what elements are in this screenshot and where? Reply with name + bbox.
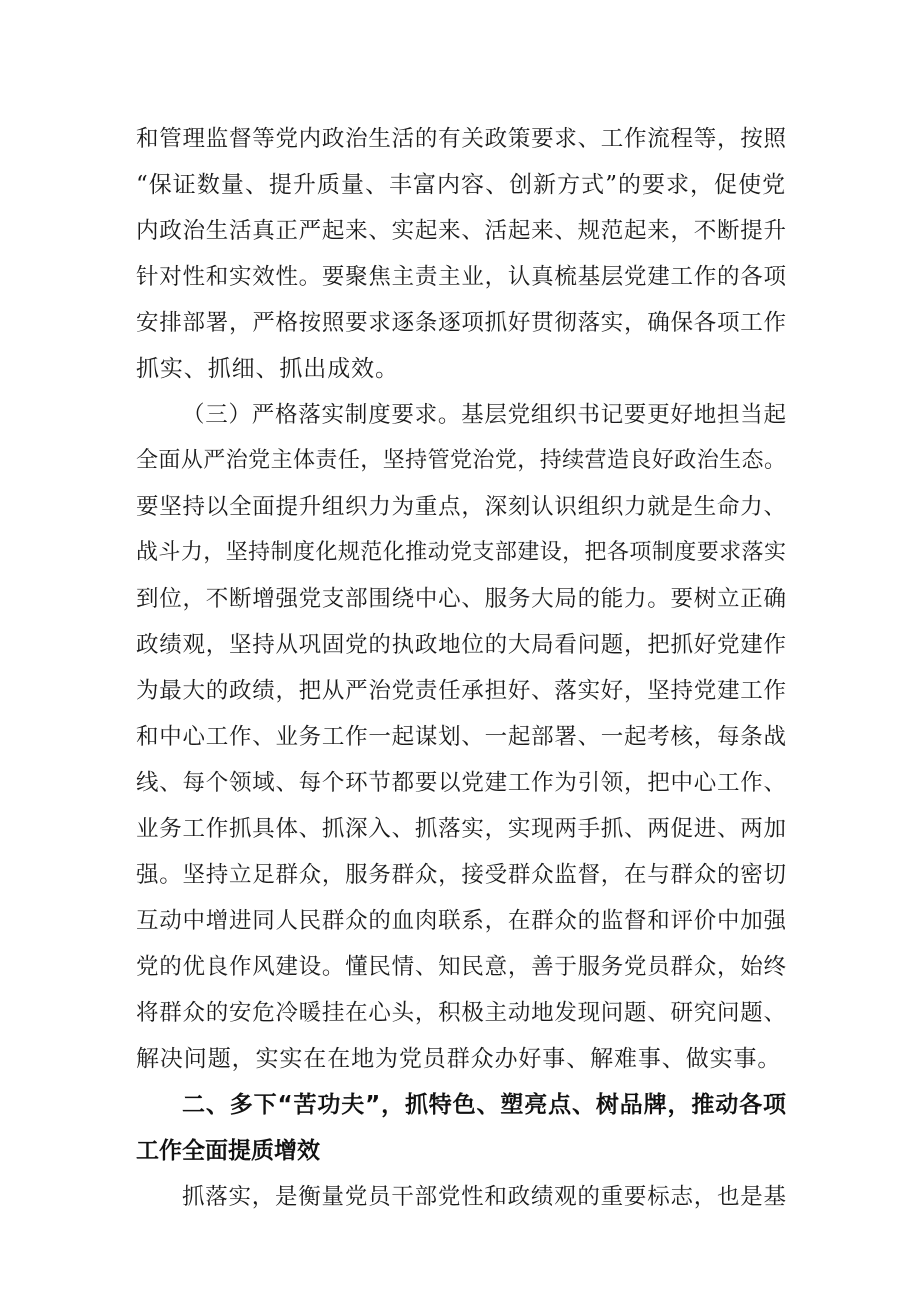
paragraph-line: 将群众的安危冷暖挂在心头，积极主动地发现问题、研究问题、 [136, 1000, 786, 1026]
paragraph-line: “保证数量、提升质量、丰富内容、创新方式”的要求，促使党 [136, 172, 786, 198]
paragraph-line: 和管理监督等党内政治生活的有关政策要求、工作流程等，按照 [136, 126, 786, 152]
paragraph-line: 和中心工作、业务工作一起谋划、一起部署、一起考核，每条战 [136, 724, 786, 750]
paragraph-line: 政绩观，坚持从巩固党的执政地位的大局看问题，把抓好党建作 [136, 632, 786, 658]
paragraph-line: 要坚持以全面提升组织力为重点，深刻认识组织力就是生命力、 [136, 494, 786, 520]
paragraph-line: 抓落实，是衡量党员干部党性和政绩观的重要标志，也是基 [182, 1184, 786, 1210]
paragraph-line: 业务工作抓具体、抓深入、抓落实，实现两手抓、两促进、两加 [136, 816, 786, 842]
paragraph-line: 为最大的政绩，把从严治党责任承担好、落实好，坚持党建工作 [136, 678, 786, 704]
paragraph-line: 党的优良作风建设。懂民情、知民意，善于服务党员群众，始终 [136, 954, 786, 980]
paragraph-line: 抓实、抓细、抓出成效。 [136, 356, 399, 382]
section-lead-line: （三）严格落实制度要求。基层党组织书记要更好地担当起 [182, 402, 786, 428]
paragraph-line: 针对性和实效性。要聚焦主责主业，认真梳基层党建工作的各项 [136, 264, 786, 290]
paragraph-line: 安排部署，严格按照要求逐条逐项抓好贯彻落实，确保各项工作 [136, 310, 786, 336]
paragraph-line: 全面从严治党主体责任，坚持管党治党，持续营造良好政治生态。 [136, 448, 786, 473]
section-heading-line: 二、多下“苦功夫”，抓特色、塑亮点、树品牌，推动各项 [182, 1092, 786, 1118]
paragraph-line: 到位，不断增强党支部围绕中心、服务大局的能力。要树立正确 [136, 586, 786, 612]
paragraph-line: 强。坚持立足群众，服务群众，接受群众监督，在与群众的密切 [136, 862, 786, 888]
paragraph-line: 互动中增进同人民群众的血肉联系，在群众的监督和评价中加强 [136, 908, 786, 934]
section-heading-line: 工作全面提质增效 [136, 1138, 320, 1164]
paragraph-line: 解决问题，实实在在地为党员群众办好事、解难事、做实事。 [136, 1046, 782, 1072]
paragraph-line: 内政治生活真正严起来、实起来、活起来、规范起来，不断提升 [136, 218, 786, 244]
paragraph-line: 战斗力，坚持制度化规范化推动党支部建设，把各项制度要求落实 [136, 540, 786, 565]
paragraph-line: 线、每个领域、每个环节都要以党建工作为引领，把中心工作、 [136, 770, 786, 796]
